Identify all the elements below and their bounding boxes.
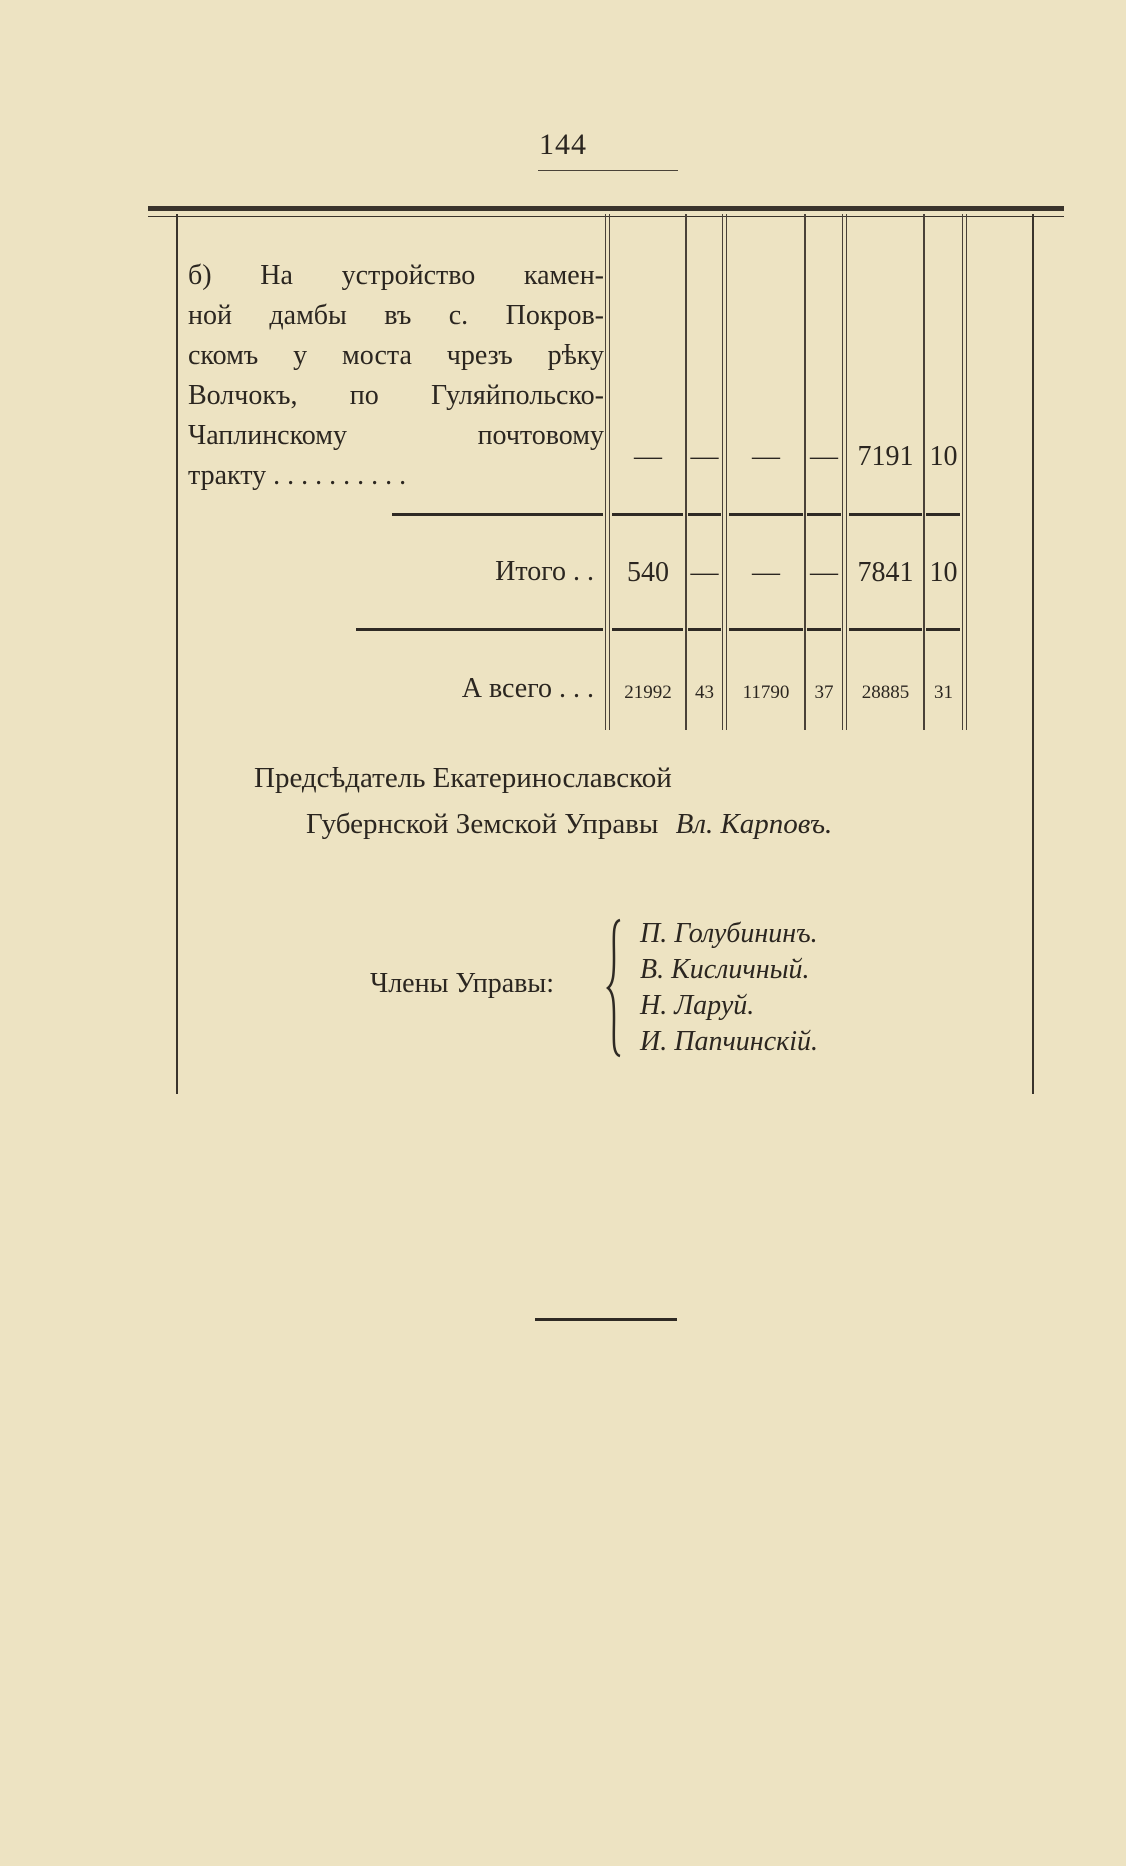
entry-value: 7191 bbox=[857, 441, 914, 472]
sum-rule bbox=[688, 628, 721, 631]
chairman-title-line2 bbox=[306, 808, 832, 841]
table-left-border bbox=[176, 214, 178, 1094]
entry-value: — bbox=[634, 441, 662, 472]
description-line: тракту . . . . . . . . . . bbox=[188, 460, 407, 491]
description-line: ной дамбы въ с. Покров- bbox=[188, 300, 604, 331]
description-line: Чаплинскому почтовому bbox=[188, 420, 604, 451]
sum-rule bbox=[729, 628, 803, 631]
vsego-value: 31 bbox=[934, 682, 953, 703]
sum-rule bbox=[729, 513, 803, 516]
vsego-value: 28885 bbox=[861, 682, 910, 703]
entry-value: — bbox=[690, 441, 719, 472]
sum-rule bbox=[849, 628, 922, 631]
sum-rule bbox=[392, 513, 603, 516]
page-number-rule bbox=[538, 170, 678, 171]
sum-rule bbox=[612, 513, 683, 516]
itogo-value: 10 bbox=[929, 557, 958, 588]
itogo-value: — bbox=[752, 557, 780, 588]
vsego-value: 43 bbox=[695, 682, 714, 703]
entry-value: 10 bbox=[929, 441, 958, 472]
sum-rule bbox=[807, 513, 841, 516]
curly-brace-icon bbox=[606, 918, 628, 1058]
itogo-value: 7841 bbox=[857, 557, 914, 588]
column-separator bbox=[962, 214, 967, 730]
description-line: скомъ у моста чрезъ рѣку bbox=[188, 340, 604, 371]
column-separator bbox=[605, 214, 610, 730]
member-name: И. Папчинскій. bbox=[640, 1026, 818, 1057]
itogo-value: — bbox=[810, 557, 838, 588]
table-right-border bbox=[1032, 214, 1034, 1094]
entry-value: — bbox=[810, 441, 838, 472]
column-separator bbox=[722, 214, 727, 730]
entry-description bbox=[188, 256, 604, 496]
sum-rule bbox=[612, 628, 683, 631]
sum-rule bbox=[807, 628, 841, 631]
member-name: Н. Ларуй. bbox=[640, 990, 755, 1021]
itogo-label: Итого . . bbox=[495, 556, 594, 587]
closing-rule bbox=[535, 1318, 677, 1321]
chairman-name: Вл. Карповъ. bbox=[675, 808, 833, 840]
sum-rule bbox=[688, 513, 721, 516]
members-label: Члены Управы: bbox=[370, 968, 554, 999]
chairman-title-line1: Предсѣдатель Екатеринославской bbox=[254, 762, 672, 794]
description-line: б) На устройство камен- bbox=[188, 260, 604, 291]
itogo-value: — bbox=[690, 557, 719, 588]
entry-value: — bbox=[752, 441, 780, 472]
vsego-value: 11790 bbox=[742, 682, 790, 703]
vsego-label: А всего . . . bbox=[461, 673, 594, 704]
sum-rule bbox=[356, 628, 603, 631]
page-number: 144 bbox=[539, 128, 587, 161]
chairman-title-text: Губернской Земской Управы bbox=[306, 808, 659, 840]
description-line: Волчокъ, по Гуляйпольско- bbox=[188, 380, 604, 411]
sum-rule bbox=[849, 513, 922, 516]
member-name: П. Голубининъ. bbox=[640, 918, 818, 949]
vsego-value: 21992 bbox=[624, 682, 672, 703]
vsego-value: 37 bbox=[814, 682, 834, 703]
column-separator bbox=[842, 214, 847, 730]
sum-rule bbox=[926, 628, 960, 631]
sum-rule bbox=[926, 513, 960, 516]
member-name: В. Кисличный. bbox=[640, 954, 810, 985]
itogo-value: 540 bbox=[627, 557, 669, 588]
